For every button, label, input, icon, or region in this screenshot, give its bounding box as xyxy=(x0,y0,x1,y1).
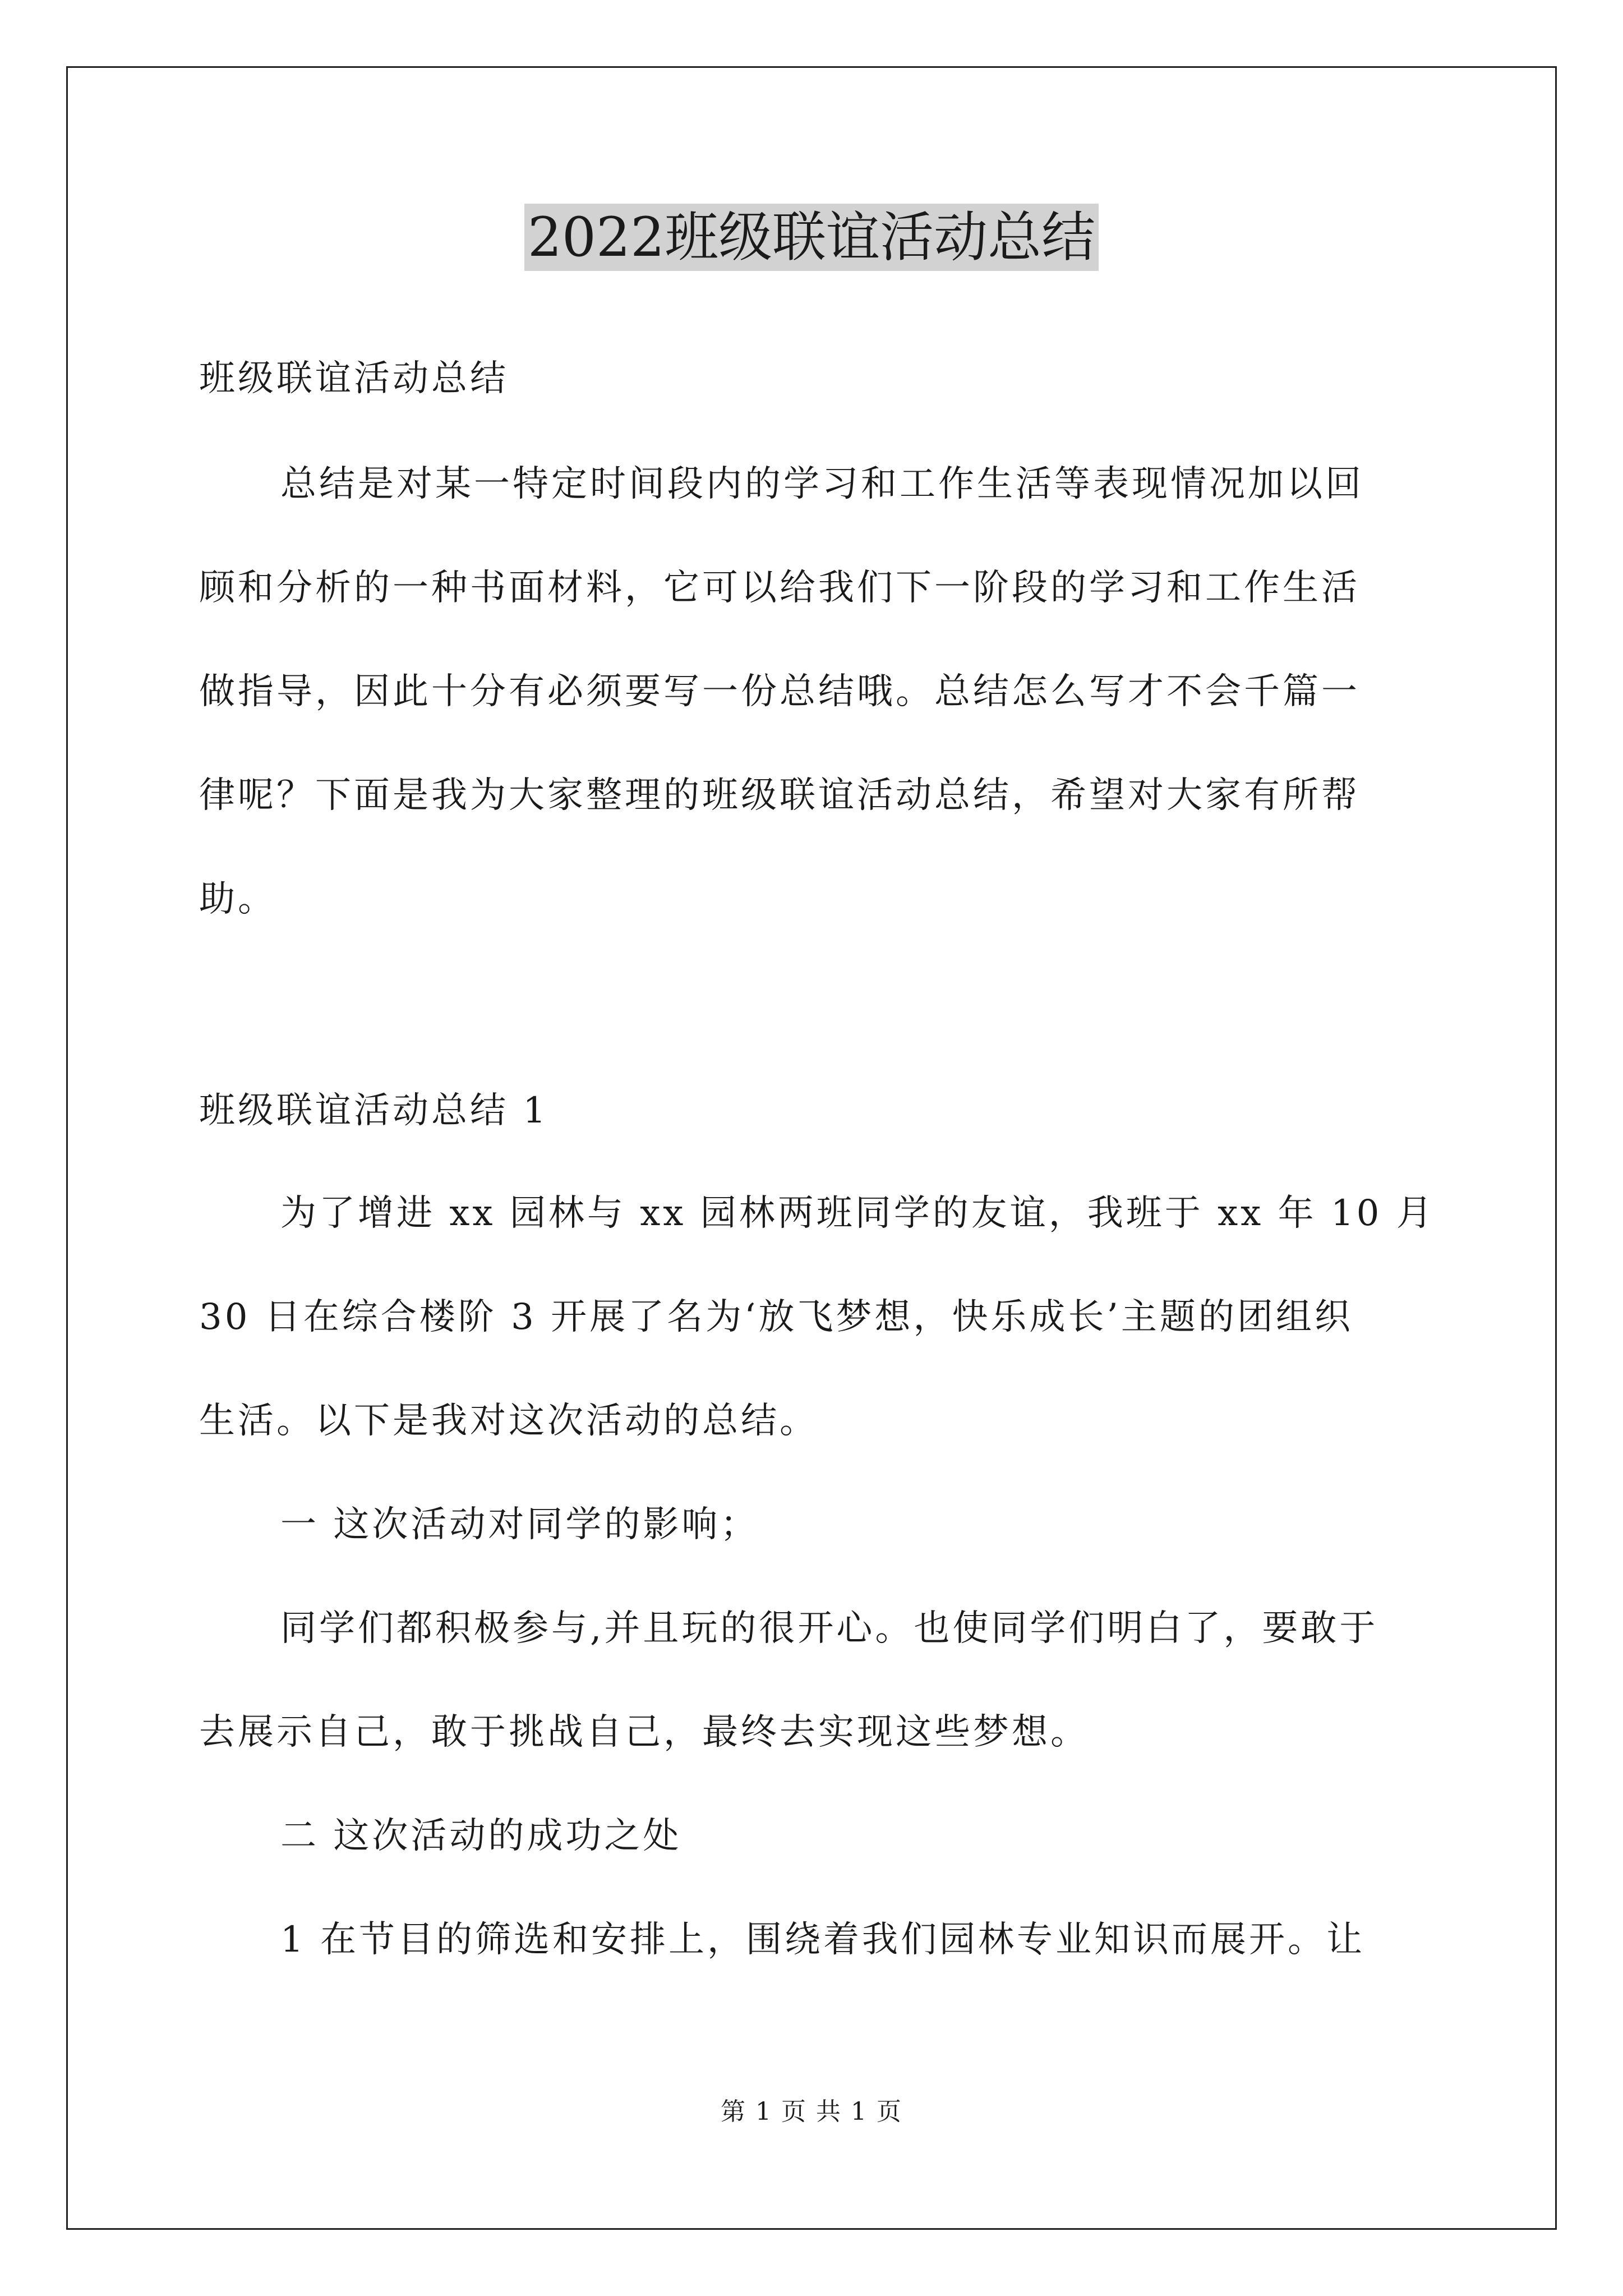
intro-line-2: 顾和分析的一种书面材料，它可以给我们下一阶段的学习和工作生活 xyxy=(199,567,1360,609)
section-heading: 班级联谊活动总结 1 xyxy=(199,1090,549,1131)
page-footer: 第 1 页 共 1 页 xyxy=(721,2097,902,2126)
intro-line-3: 做指导，因此十分有必须要写一份总结哦。总结怎么写才不会千篇一 xyxy=(199,671,1360,712)
document-title xyxy=(0,201,1623,274)
section-line-7: 二 这次活动的成功之处 xyxy=(280,1815,682,1857)
intro-line-4: 律呢？下面是我为大家整理的班级联谊活动总结，希望对大家有所帮 xyxy=(199,775,1360,816)
section-line-5: 同学们都积极参与,并且玩的很开心。也使同学们明白了，要敢于 xyxy=(280,1608,1378,1649)
intro-line-5: 助。 xyxy=(199,878,276,920)
title-text: 2022班级联谊活动总结 xyxy=(524,204,1099,271)
section-line-8: 1 在节目的筛选和安排上，围绕着我们园林专业知识而展开。让 xyxy=(280,1919,1366,1961)
section-line-3: 生活。以下是我对这次活动的总结。 xyxy=(199,1400,818,1442)
section-line-4: 一 这次活动对同学的影响； xyxy=(280,1504,759,1545)
section-line-2: 30 日在综合楼阶 3 开展了名为‘放飞梦想，快乐成长’主题的团组织 xyxy=(199,1296,1353,1338)
intro-line-1: 总结是对某一特定时间段内的学习和工作生活等表现情况加以回 xyxy=(280,463,1364,505)
section-line-6: 去展示自己，敢于挑战自己，最终去实现这些梦想。 xyxy=(199,1711,1089,1753)
subtitle: 班级联谊活动总结 xyxy=(199,358,509,399)
section-line-1: 为了增进 xx 园林与 xx 园林两班同学的友谊，我班于 xx 年 10 月 xyxy=(280,1193,1435,1234)
